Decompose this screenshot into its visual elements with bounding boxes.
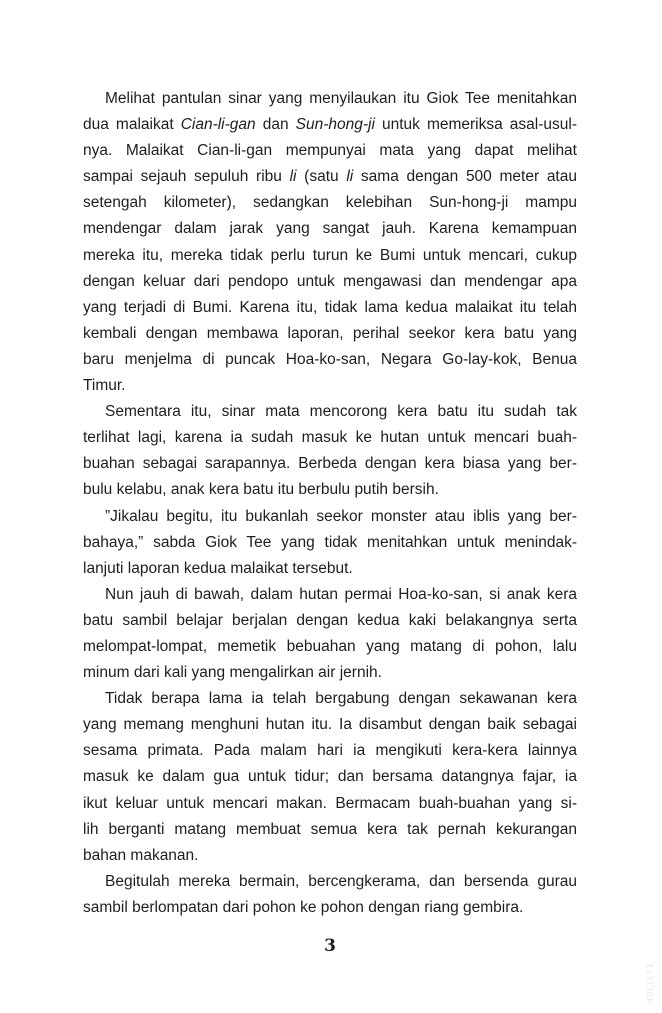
text-line: bahan makanan. — [83, 846, 199, 864]
text-line: batu sambil belajar berjalan dengan kedua kaki belakangnya serta — [83, 611, 577, 629]
text-line: Sementara itu, sinar mata mencorong kera batu itu sudah tak — [105, 403, 577, 421]
text-line: masuk ke dalam gua untuk tidur; dan bersama datangnya fajar, ia — [83, 768, 577, 786]
text-line: bulu kelabu, anak kera batu itu berbulu putih bersih. — [83, 481, 439, 499]
text-line: yang terjadi di Bumi. Karena itu, tidak lama kedua malaikat itu telah — [83, 298, 577, 316]
text-line: nya. Malaikat Cian-li-gan mempunyai mata yang dapat melihat — [83, 142, 577, 160]
text-line: bahaya,” sabda Giok Tee yang tidak menitahkan untuk menindak- — [83, 533, 577, 551]
text-line: sampai sejauh sepuluh ribu li (satu li sama dengan 500 meter atau — [83, 168, 577, 186]
text-line: lanjuti laporan kedua malaikat tersebut. — [83, 559, 353, 577]
text-line: Begitulah mereka bermain, bercengkerama, dan bersenda gurau — [105, 872, 577, 890]
text-line: setengah kilometer), sedangkan kelebihan Sun-hong-ji mampu — [83, 194, 577, 212]
text-line: mendengar dalam jarak yang sangat jauh. Karena kemampuan — [83, 220, 577, 238]
text-line: Tidak berapa lama ia telah bergabung dengan sekawanan kera — [105, 690, 577, 708]
text-line: mereka itu, mereka tidak perlu turun ke Bumi untuk mencari, cukup — [83, 246, 577, 264]
text-line: baru menjelma di puncak Hoa-ko-san, Negara Go-lay-kok, Benua — [83, 350, 577, 368]
text-line: lih berganti matang membuat semua kera tak pernah kekurangan — [83, 820, 577, 838]
text-line: dua malaikat Cian-li-gan dan Sun-hong-ji untuk memeriksa asal-usul- — [83, 116, 577, 134]
text-line: melompat-lompat, memetik bebuahan yang matang di pohon, lalu — [83, 637, 577, 655]
text-line: buahan sebagai sarapannya. Berbeda dengan kera biasa yang ber- — [83, 455, 577, 473]
text-line: sambil berlompatan dari pohon ke pohon dengan riang gembira. — [83, 898, 524, 916]
text-line: minum dari kali yang mengalirkan air jernih. — [83, 664, 382, 682]
text-line: kembali dengan membawa laporan, perihal seekor kera batu yang — [83, 324, 577, 342]
text-line: sesama primata. Pada malam hari ia mengikuti kera-kera lainnya — [83, 742, 577, 760]
text-line: Nun jauh di bawah, dalam hutan permai Hoa-ko-san, si anak kera — [105, 585, 577, 603]
page-number: 3 — [324, 936, 336, 956]
text-line: Timur. — [83, 377, 126, 395]
text-line: terlihat lagi, karena ia sudah masuk ke hutan untuk mencari buah- — [83, 429, 577, 447]
watermark-code: 40L/171 — [645, 962, 656, 1004]
text-line: yang memang menghuni hutan itu. Ia disambut dengan baik sebagai — [83, 716, 577, 734]
text-block — [83, 86, 577, 921]
text-line: dengan keluar dari pendopo untuk mengawasi dan mendengar apa — [83, 272, 577, 290]
text-line: Melihat pantulan sinar yang menyilaukan itu Giok Tee menitahkan — [105, 90, 577, 107]
text-line: ikut keluar untuk mencari makan. Bermacam buah-buahan yang si- — [83, 794, 577, 812]
text-line: ”Jikalau begitu, itu bukanlah seekor monster atau iblis yang ber- — [105, 507, 577, 525]
